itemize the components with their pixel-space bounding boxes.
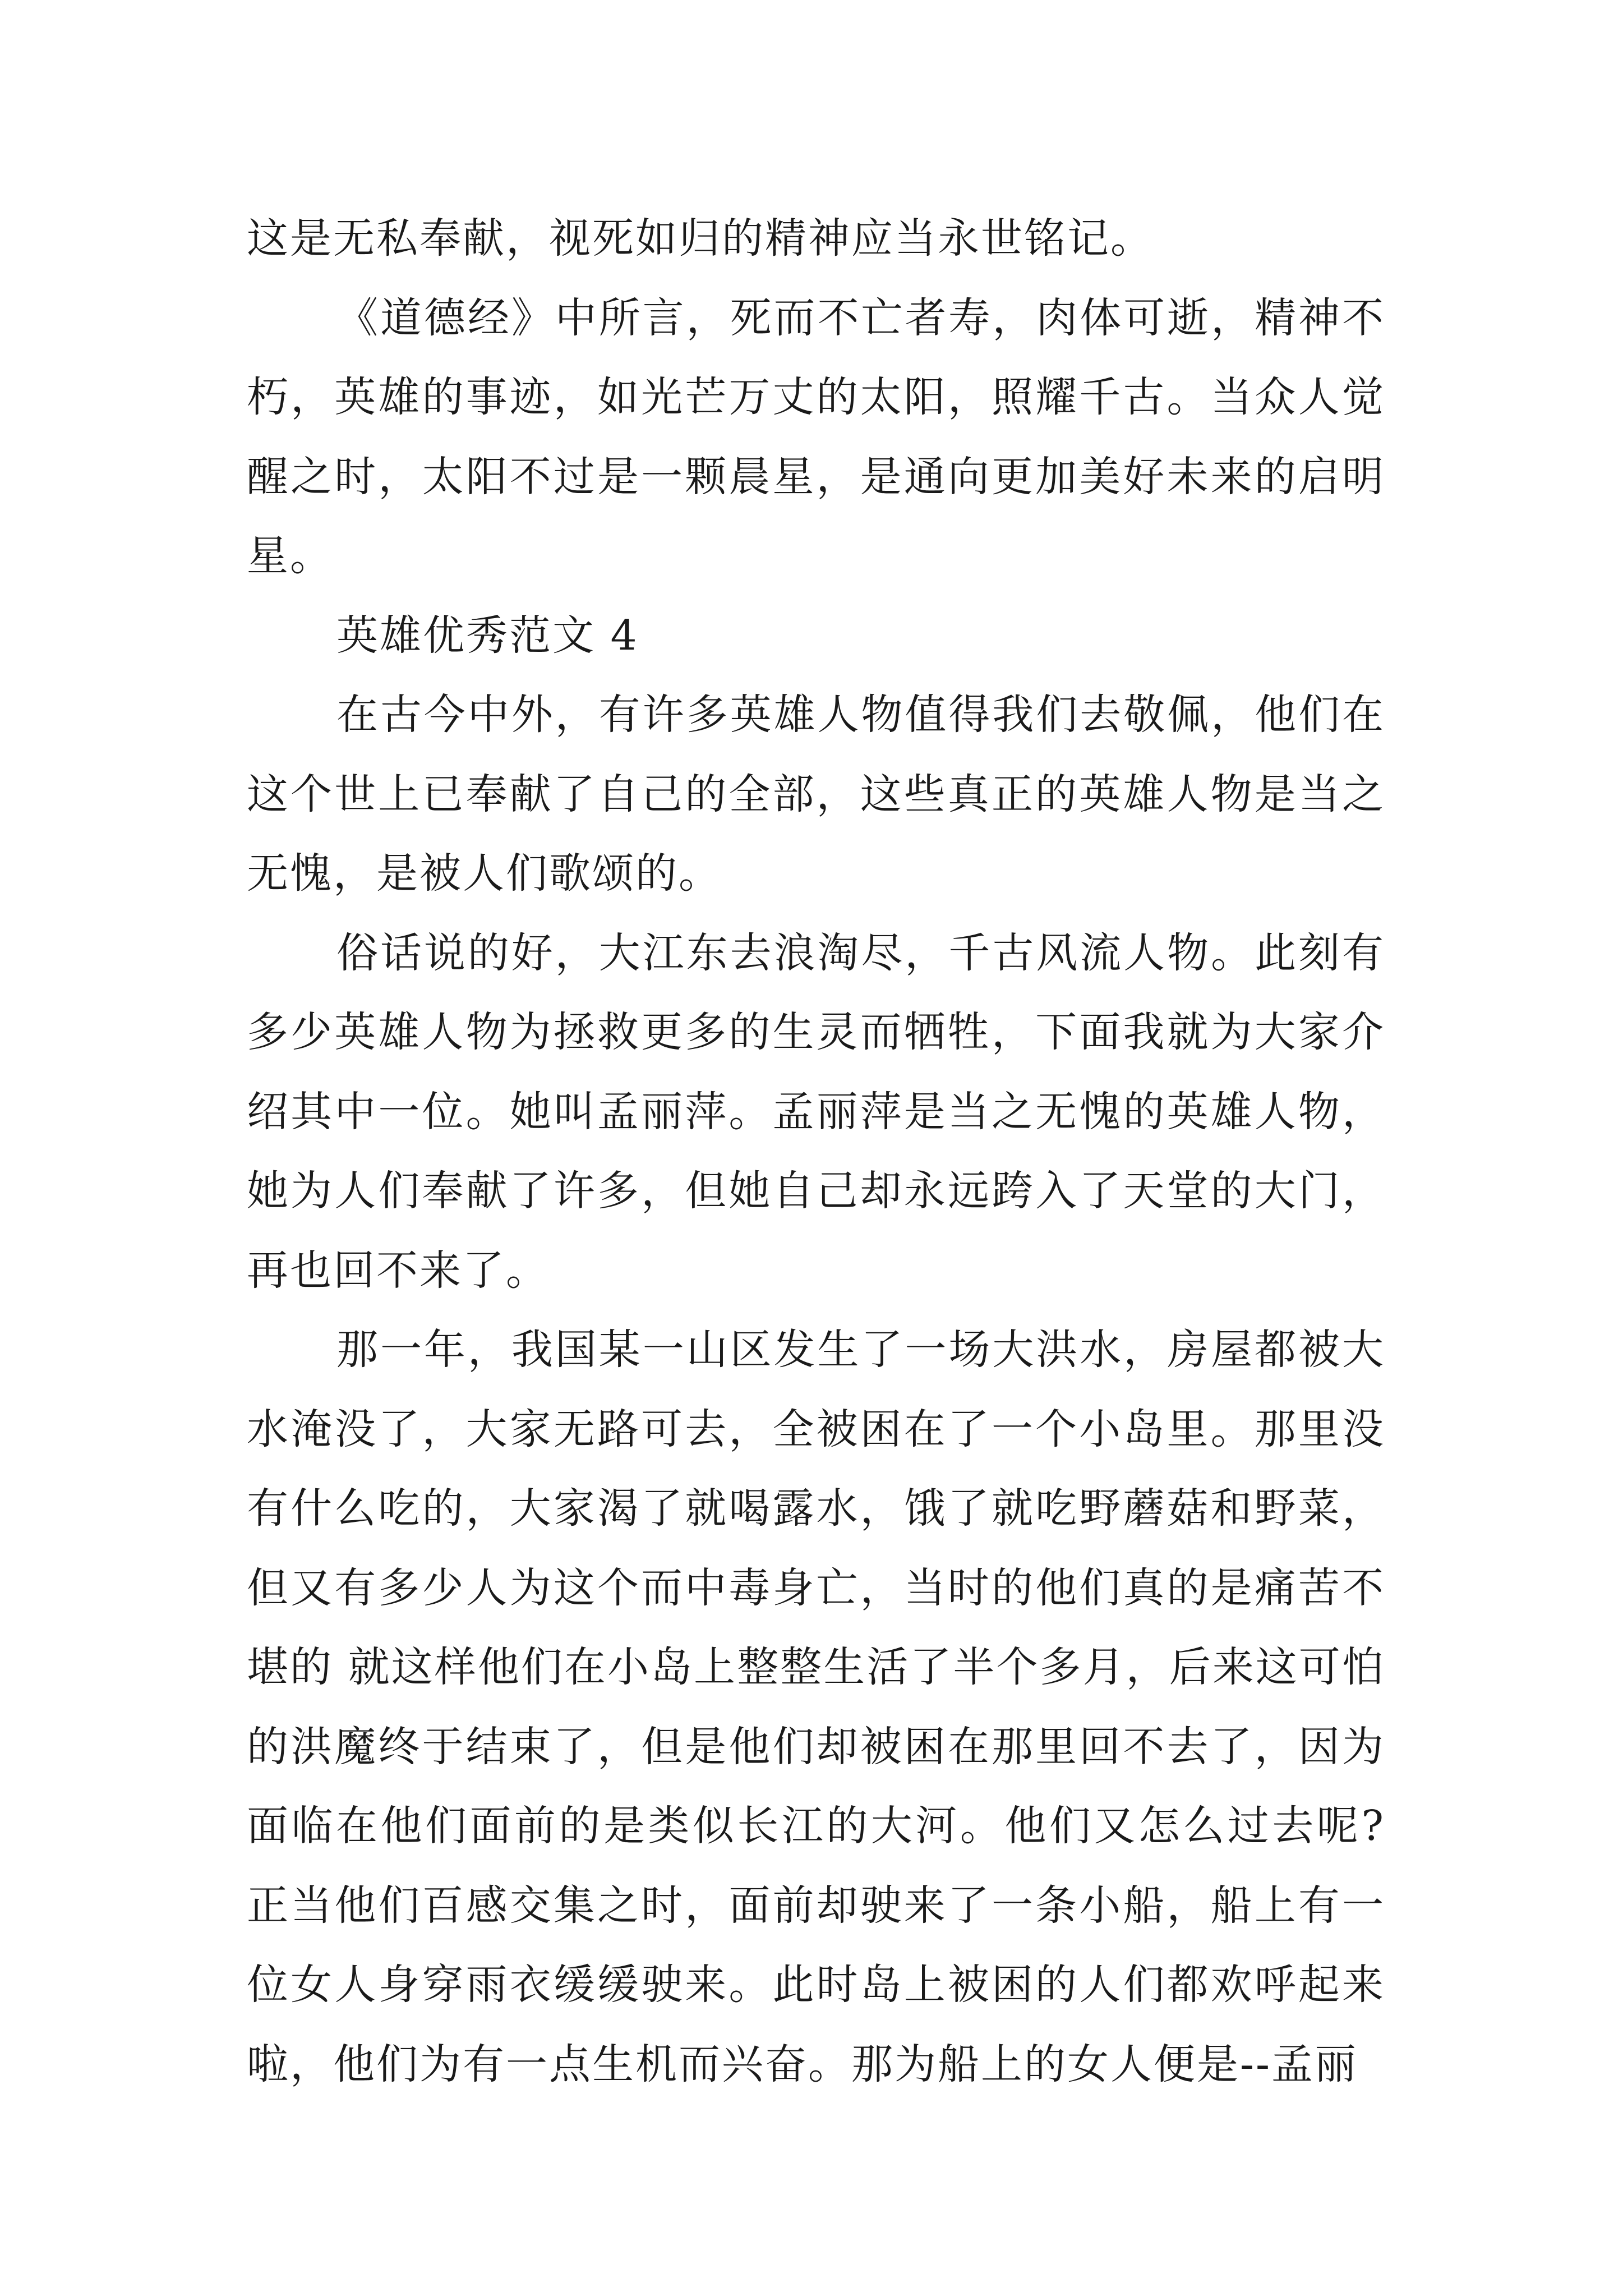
document-body [247,199,1385,2104]
paragraph-5: 那一年，我国某一山区发生了一场大洪水，房屋都被大水淹没了，大家无路可去，全被困在了一个小岛里。那里没有什么吃的，大家渴了就喝露水，饿了就吃野蘑菇和野菜，但又有多少人为这个而中毒身亡，当时的他们真的是痛苦不堪的 就这样他们在小岛上整整生活了半个多月，后来这可怕的洪魔终于结束了，但是他们却被困在那里回不去了，因为面临在他们面前的是类似长江的大河。他们又怎么过去呢?正当他们百感交集之时，面前却驶来了一条小船，船上有一位女人身穿雨衣缓缓驶来。此时岛上被困的人们都欢呼起来啦，他们为有一点生机而兴奋。那为船上的女人便是--孟丽 [247,1326,1385,2088]
section-heading: 英雄优秀范文 4 [336,611,639,660]
paragraph-2: 《道德经》中所言，死而不亡者寿，肉体可逝，精神不朽，英雄的事迹，如光芒万丈的太阳，照耀千古。当众人觉醒之时，太阳不过是一颗晨星，是通向更加美好未来的启明星。 [247,293,1385,580]
paragraph-1: 这是无私奉献，视死如归的精神应当永世铭记。 [247,214,1154,263]
paragraph-4: 俗话说的好，大江东去浪淘尽，千古风流人物。此刻有多少英雄人物为拯救更多的生灵而牺牲，下面我就为大家介绍其中一位。她叫孟丽萍。孟丽萍是当之无愧的英雄人物，她为人们奉献了许多，但她自己却永远跨入了天堂的大门，再也回不来了。 [247,928,1385,1295]
paragraph-3: 在古今中外，有许多英雄人物值得我们去敬佩，他们在这个世上已奉献了自己的全部，这些真正的英雄人物是当之无愧，是被人们歌颂的。 [247,691,1385,898]
